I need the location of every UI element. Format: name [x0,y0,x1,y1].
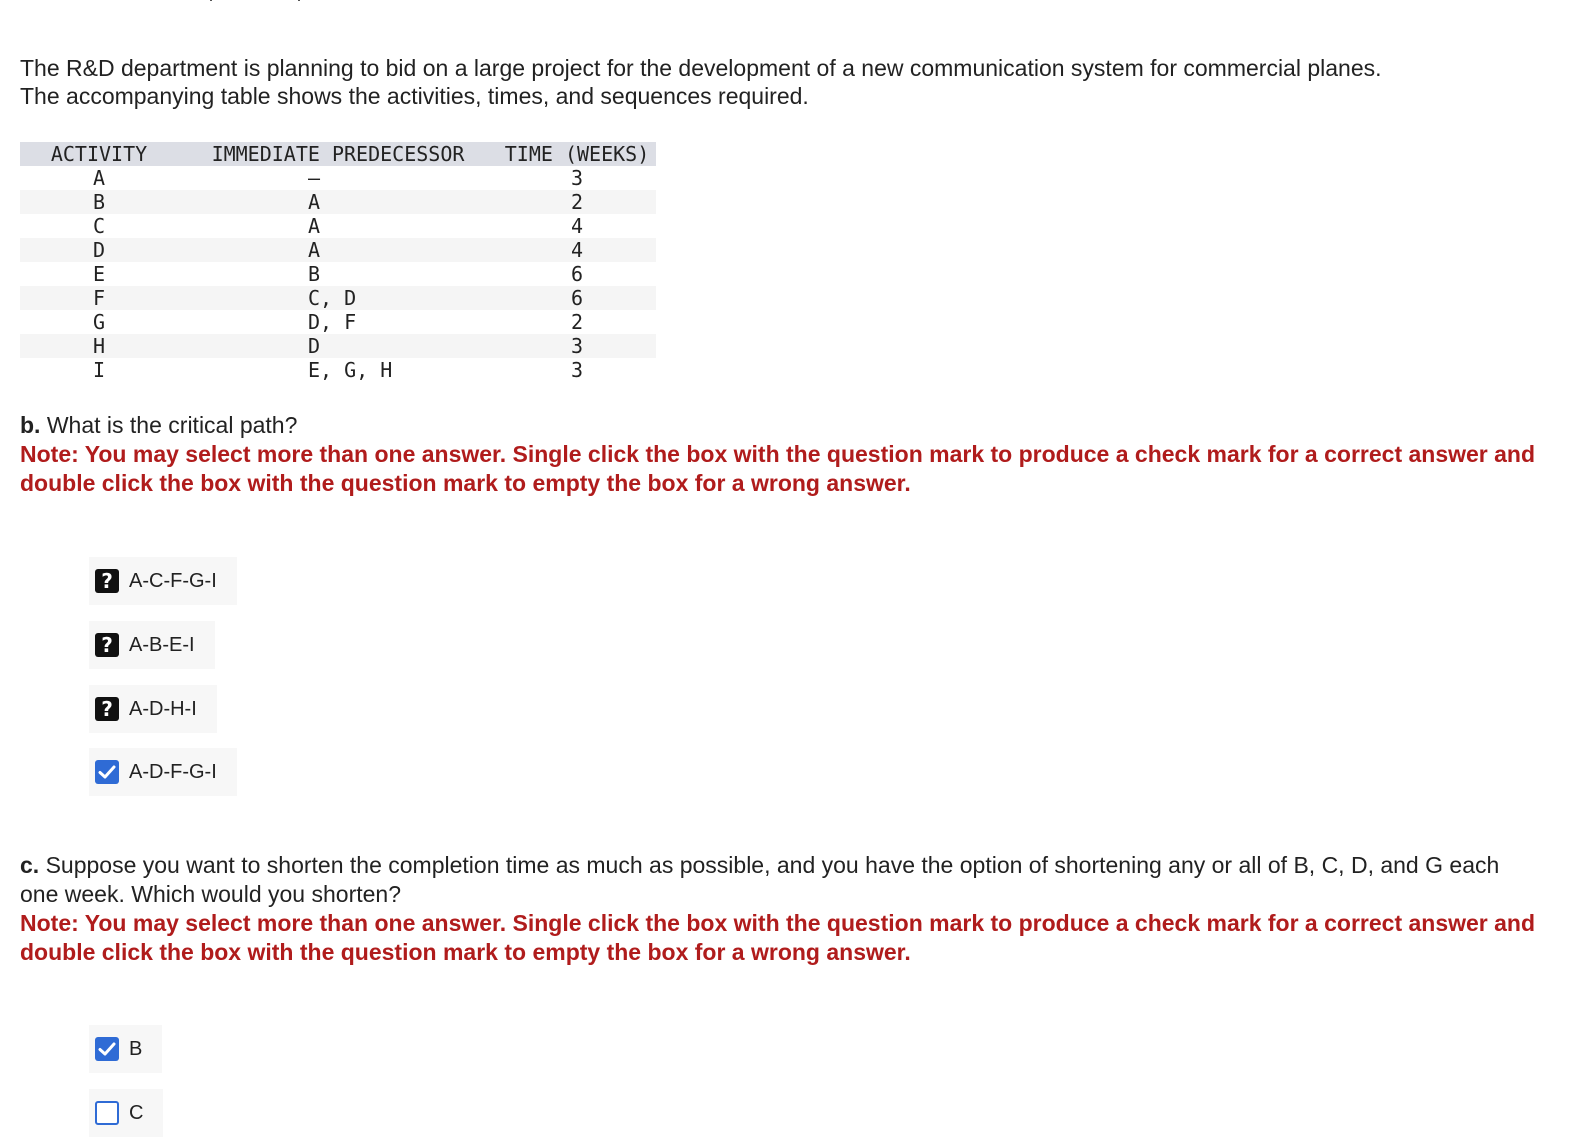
table-row [20,310,656,334]
cell-predecessor: D [178,334,498,358]
cell-activity: I [92,358,106,382]
cell-time: 3 [498,334,656,358]
question-mark-icon[interactable]: ? [95,569,119,593]
question-b-label: b. [20,412,41,438]
question-c-prompt [20,851,1540,909]
intro-paragraph [20,54,1550,110]
question-c-note: Note: You may select more than one answer. Single click the box with the question mark to produce a check mark for a correct answer and double click the box with the question mark to empty the box for a wrong answer. [20,910,1536,965]
question-c-text: Suppose you want to shorten the completion time as much as possible, and you have the option of shortening any or all of B, C, D, and G each one week. Which would you shorten? [20,852,1500,907]
table-row [20,166,656,190]
cell-predecessor: A [308,214,321,238]
cell-time: 6 [498,286,656,310]
question-c-label: c. [20,852,40,878]
cell-activity: B [20,190,178,214]
cell-time: 3 [570,166,584,190]
cell-predecessor: A [178,238,498,262]
option-b-4[interactable] [89,748,237,796]
checkmark-icon[interactable] [95,1037,119,1061]
option-label: C [129,1101,144,1124]
cell-predecessor: B [308,262,321,286]
table-row [20,190,656,214]
table-header-row [20,142,656,166]
table-row [20,358,656,382]
cell-activity: C [92,214,106,238]
activity-table [20,142,656,382]
intro-line-1: The R&D department is planning to bid on a large project for the development of a new communication system for commercial planes. [20,55,1382,81]
question-c [20,851,1540,967]
intro-line-2: The accompanying table shows the activities, times, and sequences required. [20,83,809,109]
option-b-3[interactable] [89,685,217,733]
question-mark-icon[interactable]: ? [95,697,119,721]
header-activity: ACTIVITY [20,142,178,166]
option-label: A-D-H-I [129,697,197,720]
question-b-text: What is the critical path? [40,412,298,438]
option-c-2[interactable] [89,1089,163,1137]
cell-predecessor: C, D [178,286,498,310]
option-label: B [129,1037,143,1060]
option-label: A-B-E-I [129,633,195,656]
question-b-prompt [20,411,1540,440]
cell-activity: H [20,334,178,358]
question-mark-icon[interactable]: ? [95,633,119,657]
cell-activity: E [92,262,106,286]
option-label: A-C-F-G-I [129,569,217,592]
cell-activity: G [92,310,106,334]
cell-activity: D [20,238,178,262]
header-time: TIME (WEEKS) [498,142,656,166]
table-row [20,286,656,310]
table-row [20,262,656,286]
cell-predecessor: E, G, H [308,358,393,382]
table-row [20,334,656,358]
table-row [20,238,656,262]
cell-time: 3 [570,358,584,382]
empty-checkbox-icon[interactable] [95,1101,119,1125]
option-b-1[interactable] [89,557,237,605]
header-predecessor: IMMEDIATE PREDECESSOR [178,142,498,166]
table-row [20,214,656,238]
cell-predecessor: D, F [308,310,357,334]
question-b [20,411,1540,498]
cell-time: 4 [570,214,584,238]
cell-time: 2 [570,310,584,334]
cell-activity: F [20,286,178,310]
question-b-note: Note: You may select more than one answer. Single click the box with the question mark to produce a check mark for a correct answer and double click the box with the question mark to empty the box for a wrong answer. [20,441,1536,496]
option-c-1[interactable] [89,1025,162,1073]
cell-predecessor: — [308,166,321,190]
cropped-top-marks [200,0,320,4]
option-b-2[interactable] [89,621,215,669]
cell-time: 4 [498,238,656,262]
cell-activity: A [92,166,106,190]
cell-time: 6 [570,262,584,286]
cell-predecessor: A [178,190,498,214]
option-label: A-D-F-G-I [129,760,217,783]
cell-time: 2 [498,190,656,214]
checkmark-icon[interactable] [95,760,119,784]
